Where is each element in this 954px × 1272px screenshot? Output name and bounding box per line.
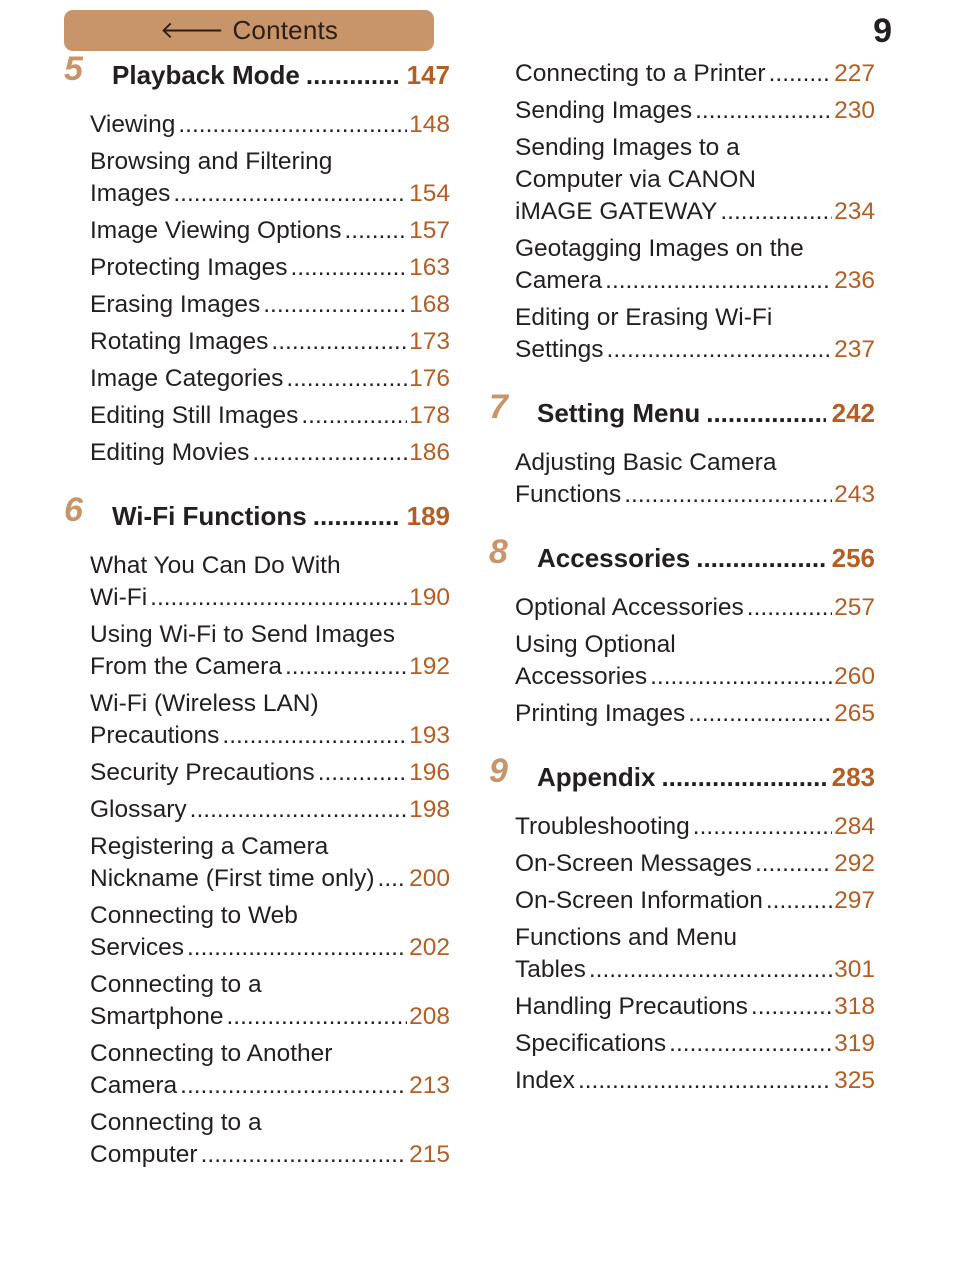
toc-entry-page[interactable]: 190 <box>409 584 450 611</box>
toc-section <box>64 491 450 1171</box>
toc-entry-page[interactable]: 265 <box>834 700 875 727</box>
toc-entry-text: Registering a Camera <box>90 833 329 860</box>
toc-entry-text: Precautions <box>90 722 220 749</box>
toc-entry-page[interactable]: 163 <box>409 254 450 281</box>
section-entries <box>515 58 875 366</box>
toc-entry-line <box>90 437 450 469</box>
section-title: Appendix <box>537 762 656 792</box>
toc-entry-line <box>515 954 875 986</box>
toc-entry-page[interactable]: 319 <box>834 1030 875 1057</box>
toc-entry-line <box>90 289 450 321</box>
toc-entry[interactable] <box>515 885 875 917</box>
toc-entry-line <box>515 196 875 228</box>
toc-entry[interactable] <box>90 831 450 895</box>
toc-entry-line <box>515 698 875 730</box>
dot-leader <box>290 252 407 284</box>
dot-leader <box>222 720 407 752</box>
dot-leader <box>661 757 825 797</box>
toc-entry-line <box>90 1139 450 1171</box>
toc-entry[interactable] <box>90 688 450 752</box>
toc-entry-line <box>90 109 450 141</box>
toc-entry-text: Wi-Fi (Wireless LAN) <box>90 690 319 717</box>
toc-entry[interactable] <box>90 252 450 284</box>
section-heading[interactable] <box>489 388 875 433</box>
section-entries <box>90 109 450 469</box>
toc-entry[interactable] <box>90 794 450 826</box>
toc-entry[interactable] <box>515 95 875 127</box>
toc-entry-page[interactable]: 168 <box>409 291 450 318</box>
dot-leader <box>720 196 832 228</box>
toc-entry-text: Services <box>90 934 184 961</box>
dot-leader <box>226 1001 407 1033</box>
toc-entry-line <box>90 794 450 826</box>
toc-entry[interactable] <box>90 363 450 395</box>
dot-leader <box>306 55 401 95</box>
toc-entry-text: On-Screen Messages <box>515 850 752 877</box>
toc-entry-page[interactable]: 284 <box>834 813 875 840</box>
toc-entry-page[interactable]: 213 <box>409 1072 450 1099</box>
toc-entry-line <box>90 651 450 683</box>
toc-entry-line <box>515 95 875 127</box>
toc-entry[interactable] <box>90 969 450 1033</box>
dot-leader <box>751 991 832 1023</box>
dot-leader <box>688 698 832 730</box>
toc-entry-line <box>515 334 875 366</box>
toc-entry-text: Optional Accessories <box>515 594 744 621</box>
toc-entry-page[interactable]: 237 <box>834 336 875 363</box>
page-number: 9 <box>873 12 892 50</box>
toc-entry-line <box>90 252 450 284</box>
section-gap <box>489 371 875 393</box>
toc-entry[interactable] <box>515 233 875 297</box>
dot-leader <box>589 954 832 986</box>
toc-entry-page[interactable]: 243 <box>834 481 875 508</box>
toc-right-column <box>489 58 875 1102</box>
toc-entry-page[interactable]: 186 <box>409 439 450 466</box>
toc-entry-text: Printing Images <box>515 700 686 727</box>
toc-entry-line <box>90 582 450 614</box>
toc-entry-line <box>515 885 875 917</box>
section-entries <box>515 811 875 1097</box>
toc-entry-page[interactable]: 234 <box>834 198 875 225</box>
toc-entry-line <box>515 592 875 624</box>
dot-leader <box>345 215 408 247</box>
toc-entry-text: Browsing and Filtering <box>90 148 333 175</box>
toc-entry-text: Using Wi-Fi to Send Images <box>90 621 395 648</box>
toc-entry-text: Specifications <box>515 1030 667 1057</box>
dot-leader <box>301 400 407 432</box>
toc-entry-page[interactable]: 257 <box>834 594 875 621</box>
toc-entry-text: Tables <box>515 956 586 983</box>
toc-entry-line <box>90 720 450 752</box>
toc-entry-line <box>90 1070 450 1102</box>
toc-entry-page[interactable]: 198 <box>409 796 450 823</box>
toc-entry-text: Connecting to a <box>90 971 262 998</box>
toc-entry-text: Adjusting Basic Camera <box>515 449 777 476</box>
toc-entry-line <box>90 1001 450 1033</box>
toc-entry-text: Index <box>515 1067 575 1094</box>
toc-entry-text: Using Optional <box>515 631 676 658</box>
section-number: 8 <box>489 533 508 571</box>
toc-entry[interactable] <box>515 592 875 624</box>
toc-entry-line <box>515 1065 875 1097</box>
dot-leader <box>286 363 407 395</box>
toc-entry-page[interactable]: 301 <box>834 956 875 983</box>
toc-entry-text: Settings <box>515 336 604 363</box>
toc-entry-text: Editing Still Images <box>90 402 299 429</box>
toc-entry[interactable] <box>90 1107 450 1171</box>
toc-entry[interactable] <box>515 132 875 228</box>
section-number: 7 <box>489 388 508 426</box>
toc-left-column <box>64 50 450 1176</box>
toc-entry-text: Functions and Menu <box>515 924 737 951</box>
dot-leader <box>252 437 407 469</box>
section-title: Setting Menu <box>537 398 701 428</box>
toc-entry[interactable] <box>515 698 875 730</box>
toc-entry-line <box>515 265 875 297</box>
toc-entry-page[interactable]: 196 <box>409 759 450 786</box>
dot-leader <box>755 848 832 880</box>
toc-entry-text: Connecting to Web <box>90 902 298 929</box>
section-heading[interactable] <box>489 533 875 578</box>
toc-entry-page[interactable]: 208 <box>409 1003 450 1030</box>
toc-entry-text: Computer via CANON <box>515 166 756 193</box>
toc-entry[interactable] <box>90 215 450 247</box>
toc-entry-page[interactable]: 192 <box>409 653 450 680</box>
toc-entry-line <box>515 848 875 880</box>
toc-entry-text: Erasing Images <box>90 291 261 318</box>
toc-entry-page[interactable]: 230 <box>834 97 875 124</box>
toc-entry[interactable] <box>515 811 875 843</box>
toc-entry-line <box>90 757 450 789</box>
toc-entry-line <box>515 479 875 511</box>
toc-entry-page[interactable]: 154 <box>409 180 450 207</box>
dot-leader <box>271 326 407 358</box>
toc-entry-text: Geotagging Images on the <box>515 235 804 262</box>
toc-entry-page[interactable]: 260 <box>834 663 875 690</box>
toc-entry-line <box>90 863 450 895</box>
section-heading[interactable] <box>489 752 875 797</box>
toc-entry[interactable] <box>515 848 875 880</box>
section-page[interactable]: 242 <box>831 398 875 428</box>
toc-entry[interactable] <box>515 1065 875 1097</box>
dot-leader <box>173 178 407 210</box>
toc-entry-text: Handling Precautions <box>515 993 748 1020</box>
dot-leader <box>187 932 407 964</box>
toc-entry-page[interactable]: 318 <box>834 993 875 1020</box>
section-entries <box>90 550 450 1171</box>
toc-entry-page[interactable]: 200 <box>409 865 450 892</box>
toc-entry-text: Accessories <box>515 663 648 690</box>
toc-entry-page[interactable]: 178 <box>409 402 450 429</box>
toc-entry-text: Connecting to Another <box>90 1040 333 1067</box>
toc-entry[interactable] <box>515 1028 875 1060</box>
toc-entry-text: Sending Images to a <box>515 134 740 161</box>
section-heading[interactable] <box>64 50 450 95</box>
contents-label: Contents <box>232 15 339 45</box>
toc-entry-line <box>515 811 875 843</box>
toc-entry[interactable] <box>90 326 450 358</box>
toc-entry-text: Computer <box>90 1141 198 1168</box>
section-title: Playback Mode <box>112 60 300 90</box>
toc-entry-text: Connecting to a Printer <box>515 60 766 87</box>
toc-entry-text: Glossary <box>90 796 187 823</box>
toc-entry-text: Editing or Erasing Wi-Fi <box>515 304 773 331</box>
dot-leader <box>201 1139 408 1171</box>
arrow-left-icon: 🡐 <box>159 16 225 44</box>
toc-entry[interactable] <box>515 58 875 90</box>
toc-entry-page[interactable]: 227 <box>834 60 875 87</box>
toc-entry[interactable] <box>90 619 450 683</box>
section-number: 5 <box>64 50 83 88</box>
toc-entry-text: Connecting to a <box>90 1109 262 1136</box>
section-page[interactable]: 283 <box>831 762 875 792</box>
section-entries <box>515 447 875 511</box>
toc-entry-page[interactable]: 325 <box>834 1067 875 1094</box>
toc-section <box>64 50 450 469</box>
toc-entry[interactable] <box>90 146 450 210</box>
toc-entry[interactable] <box>90 757 450 789</box>
section-page[interactable]: 256 <box>831 543 875 573</box>
toc-continued <box>489 58 875 366</box>
toc-entry[interactable] <box>515 447 875 511</box>
toc-entry-text: Nickname (First time only) <box>90 865 375 892</box>
toc-entry-page[interactable]: 236 <box>834 267 875 294</box>
toc-entry-line <box>90 932 450 964</box>
toc-entry-text: Viewing <box>90 111 176 138</box>
dot-leader <box>669 1028 832 1060</box>
toc-entry-page[interactable]: 292 <box>834 850 875 877</box>
dot-leader <box>285 651 407 683</box>
dot-leader <box>650 661 832 693</box>
toc-entry[interactable] <box>515 629 875 693</box>
dot-leader <box>313 496 401 536</box>
section-gap <box>64 474 450 496</box>
toc-section <box>489 388 875 511</box>
section-number: 6 <box>64 491 83 529</box>
toc-entry-text: Functions <box>515 481 622 508</box>
toc-entry-page[interactable]: 297 <box>834 887 875 914</box>
dot-leader <box>150 582 407 614</box>
dot-leader <box>706 393 825 433</box>
dot-leader <box>263 289 407 321</box>
toc-entry-page[interactable]: 202 <box>409 934 450 961</box>
toc-entry-text: Camera <box>90 1072 178 1099</box>
toc-entry-page[interactable]: 148 <box>409 111 450 138</box>
dot-leader <box>696 538 825 578</box>
toc-entry-page[interactable]: 176 <box>409 365 450 392</box>
dot-leader <box>378 863 408 895</box>
dot-leader <box>747 592 832 624</box>
section-gap <box>489 516 875 538</box>
toc-entry-page[interactable]: 193 <box>409 722 450 749</box>
toc-entry-text: Images <box>90 180 171 207</box>
dot-leader <box>766 885 832 917</box>
toc-entry-text: Smartphone <box>90 1003 224 1030</box>
toc-entry-text: iMAGE GATEWAY <box>515 198 718 225</box>
toc-entry-line <box>90 178 450 210</box>
dot-leader <box>318 757 407 789</box>
toc-entry-text: Rotating Images <box>90 328 269 355</box>
toc-entry-line <box>515 1028 875 1060</box>
dot-leader <box>693 811 832 843</box>
toc-entry-text: Sending Images <box>515 97 693 124</box>
toc-entry[interactable] <box>515 922 875 986</box>
dot-leader <box>607 334 833 366</box>
toc-entry[interactable] <box>90 289 450 321</box>
toc-entry-text: Editing Movies <box>90 439 250 466</box>
section-gap <box>489 735 875 757</box>
toc-entry[interactable] <box>90 400 450 432</box>
toc-entry[interactable] <box>90 109 450 141</box>
dot-leader <box>605 265 832 297</box>
toc-entry-page[interactable]: 173 <box>409 328 450 355</box>
toc-entry-text: Camera <box>515 267 603 294</box>
contents-button[interactable] <box>64 10 434 51</box>
toc-entry-text: Image Categories <box>90 365 284 392</box>
section-heading[interactable] <box>64 491 450 536</box>
toc-entry-page[interactable]: 157 <box>409 217 450 244</box>
dot-leader <box>624 479 832 511</box>
toc-entry[interactable] <box>90 1038 450 1102</box>
toc-entry-line <box>90 363 450 395</box>
section-title: Accessories <box>537 543 691 573</box>
dot-leader <box>578 1065 832 1097</box>
toc-entry[interactable] <box>90 437 450 469</box>
toc-entry-text: Security Precautions <box>90 759 315 786</box>
toc-section <box>489 533 875 730</box>
toc-entry-text: Troubleshooting <box>515 813 690 840</box>
toc-entry[interactable] <box>90 900 450 964</box>
toc-entry[interactable] <box>515 302 875 366</box>
toc-entry-text: On-Screen Information <box>515 887 763 914</box>
toc-entry-page[interactable]: 215 <box>409 1141 450 1168</box>
toc-entry-line <box>90 326 450 358</box>
toc-entry[interactable] <box>90 550 450 614</box>
toc-entry-line <box>90 400 450 432</box>
dot-leader <box>180 1070 407 1102</box>
section-page[interactable]: 189 <box>406 501 450 531</box>
toc-entry-text: Wi-Fi <box>90 584 148 611</box>
toc-entry-line <box>515 661 875 693</box>
section-entries <box>515 592 875 730</box>
toc-entry-text: What You Can Do With <box>90 552 341 579</box>
dot-leader <box>695 95 832 127</box>
dot-leader <box>769 58 833 90</box>
toc-entry-line <box>90 215 450 247</box>
toc-entry-text: Image Viewing Options <box>90 217 342 244</box>
toc-section <box>489 752 875 1097</box>
toc-entry-line <box>515 991 875 1023</box>
section-page[interactable]: 147 <box>406 60 450 90</box>
toc-entry-text: Protecting Images <box>90 254 288 281</box>
section-title: Wi-Fi Functions <box>112 501 307 531</box>
toc-entry-text: From the Camera <box>90 653 282 680</box>
dot-leader <box>190 794 407 826</box>
toc-entry[interactable] <box>515 991 875 1023</box>
toc-entry-line <box>515 58 875 90</box>
dot-leader <box>178 109 407 141</box>
section-number: 9 <box>489 752 508 790</box>
